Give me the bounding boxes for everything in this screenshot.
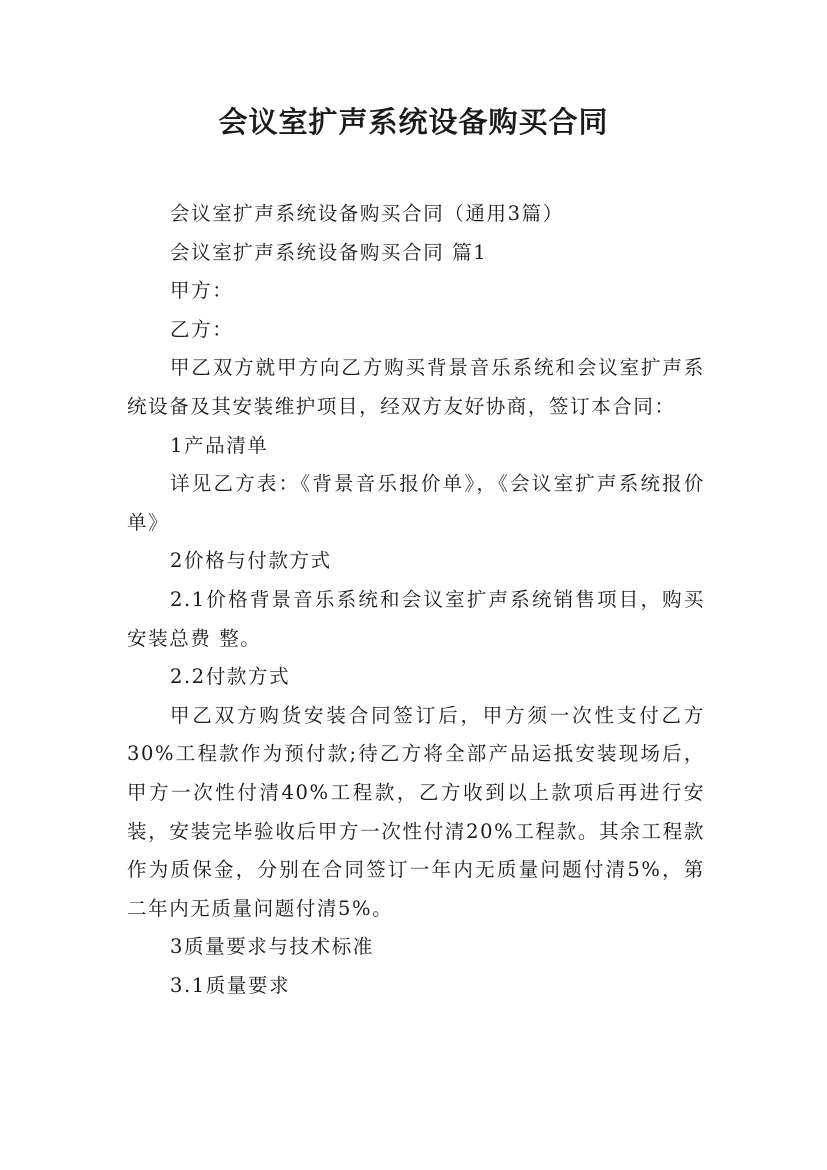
paragraph-party-a: 甲方： bbox=[170, 279, 234, 303]
paragraph-party-b: 乙方： bbox=[170, 317, 234, 341]
paragraph-section-2-2-heading: 2.2付款方式 bbox=[170, 665, 291, 689]
paragraph-section-1-heading: 1产品清单 bbox=[170, 433, 269, 457]
paragraph-section-2-2-body: 甲乙双方购货安装合同签订后，甲方须一次性支付乙方30%工程款作为预付款;待乙方将全部产品运抵安装现场后，甲方一次性付清40%工程款，乙方收到以上款项后再进行安装，安装完毕验收后甲方一次性付清20%工程款。其余工程款作为质保金，分别在合同签订一年内无质量问题付清5%，第二年内无质量问题付清5%。 bbox=[127, 703, 705, 920]
document-title: 会议室扩声系统设备购买合同 bbox=[218, 105, 609, 139]
paragraph-section-2-heading: 2价格与付款方式 bbox=[170, 549, 332, 573]
document-body bbox=[127, 195, 705, 1005]
paragraph-preamble: 甲乙双方就甲方向乙方购买背景音乐系统和会议室扩声系统设备及其安装维护项目，经双方友好协商，签订本合同： bbox=[127, 356, 705, 418]
paragraph-part-heading: 会议室扩声系统设备购买合同 篇1 bbox=[170, 240, 488, 264]
paragraph-subtitle: 会议室扩声系统设备购买合同（通用3篇） bbox=[170, 202, 564, 225]
paragraph-section-3-heading: 3质量要求与技术标准 bbox=[170, 935, 374, 959]
paragraph-section-1-body: 详见乙方表：《背景音乐报价单》，《会议室扩声系统报价单》 bbox=[127, 472, 705, 534]
paragraph-section-3-1-heading: 3.1质量要求 bbox=[170, 973, 291, 997]
paragraph-section-2-1: 2.1价格背景音乐系统和会议室扩声系统销售项目，购买安装总费 整。 bbox=[127, 587, 705, 650]
